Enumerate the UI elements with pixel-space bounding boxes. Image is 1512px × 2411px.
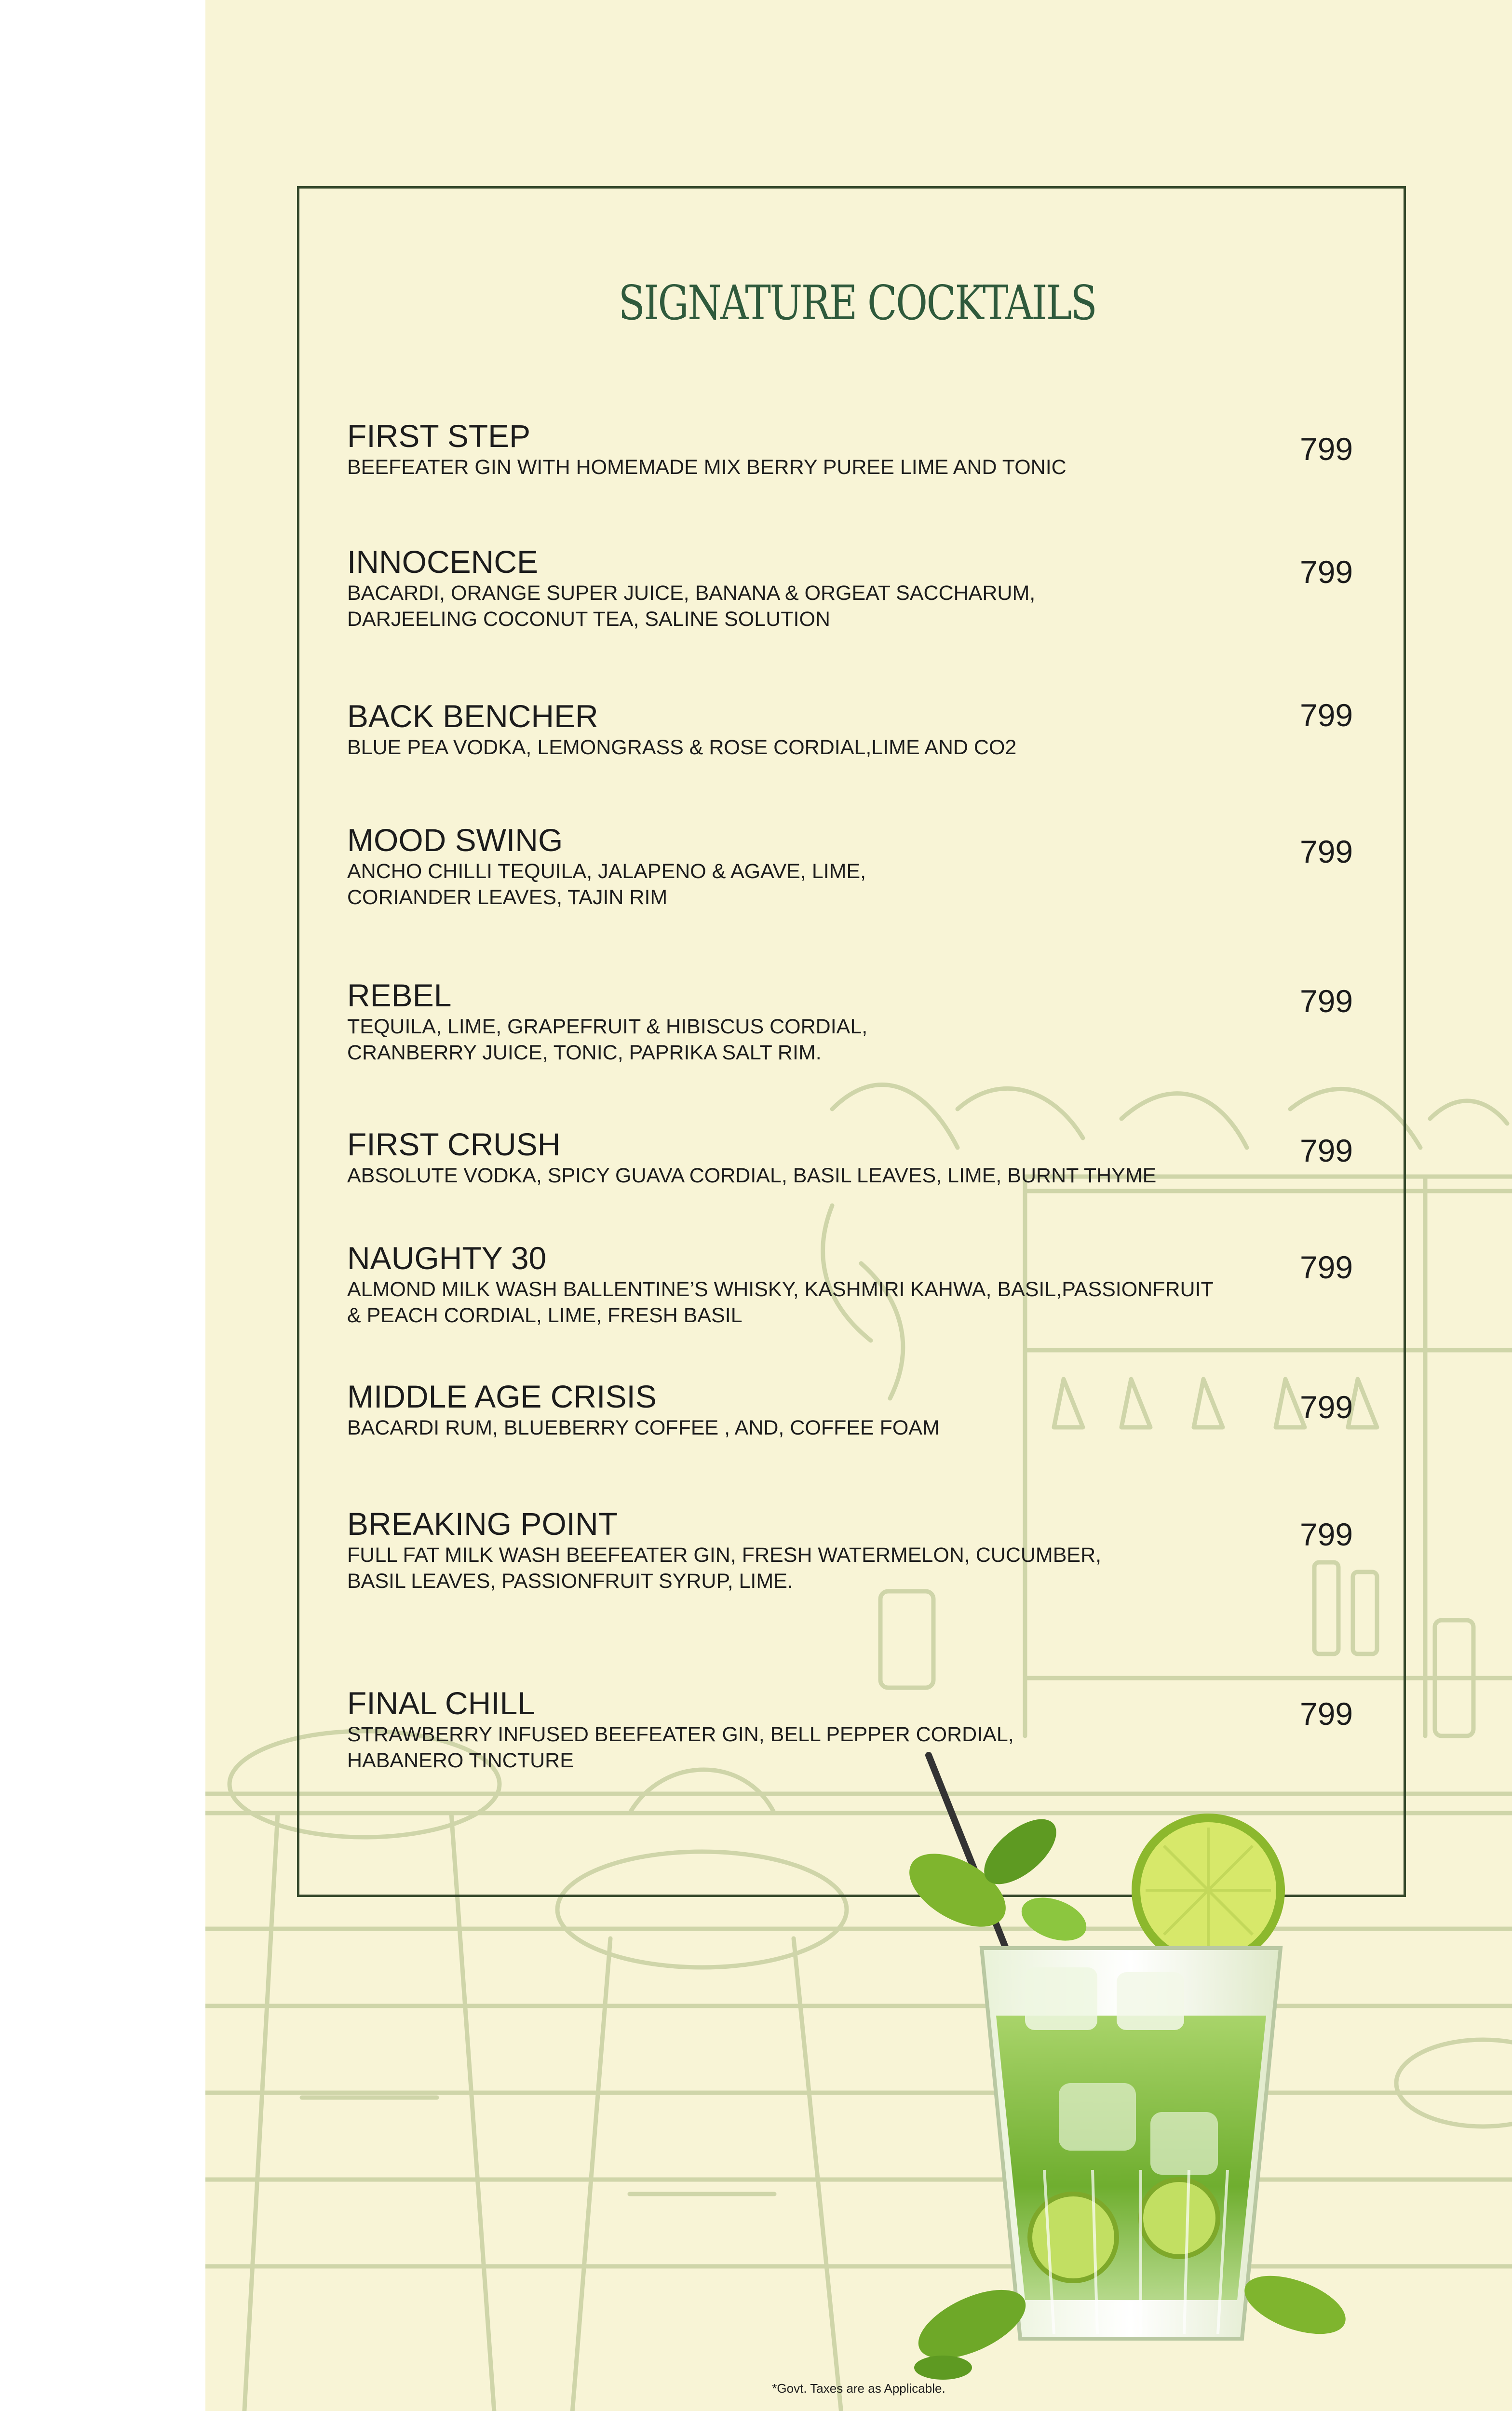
item-description <box>347 734 1408 760</box>
item-description <box>347 1163 1408 1189</box>
item-name: FINAL CHILL <box>347 1685 536 1721</box>
item-description-line: BACARDI RUM, BLUEBERRY COFFEE , AND, COFFEE FOAM <box>347 1416 940 1439</box>
item-name: REBEL <box>347 977 452 1013</box>
item-name: FIRST STEP <box>347 418 531 454</box>
item-price: 799 <box>1300 1696 1353 1732</box>
item-price: 799 <box>1300 983 1353 1019</box>
item-description-line: STRAWBERRY INFUSED BEEFEATER GIN, BELL PEPPER CORDIAL, <box>347 1723 1014 1746</box>
item-description-line: BEEFEATER GIN WITH HOMEMADE MIX BERRY PUREE LIME AND TONIC <box>347 456 1066 479</box>
item-name: BACK BENCHER <box>347 698 598 734</box>
menu-item <box>347 823 1408 910</box>
item-price: 799 <box>1300 431 1353 467</box>
item-description-line: BLUE PEA VODKA, LEMONGRASS & ROSE CORDIAL,LIME AND CO2 <box>347 736 1017 759</box>
item-description <box>347 1542 1408 1594</box>
menu-item <box>347 1506 1408 1594</box>
item-description-line: TEQUILA, LIME, GRAPEFRUIT & HIBISCUS CORDIAL, <box>347 1015 868 1038</box>
menu-title: SIGNATURE COCKTAILS <box>618 276 1096 331</box>
item-price: 799 <box>1300 1133 1353 1168</box>
item-name: FIRST CRUSH <box>347 1126 561 1162</box>
item-description <box>347 1415 1408 1441</box>
item-name: NAUGHTY 30 <box>347 1240 547 1276</box>
item-description <box>347 1014 1408 1066</box>
menu-item <box>347 978 1408 1066</box>
menu-item <box>347 544 1408 632</box>
item-name: INNOCENCE <box>347 544 539 580</box>
item-price: 799 <box>1300 834 1353 869</box>
item-description-line: BASIL LEAVES, PASSIONFRUIT SYRUP, LIME. <box>347 1570 793 1593</box>
item-description-line: HABANERO TINCTURE <box>347 1749 574 1772</box>
item-price: 799 <box>1300 1249 1353 1285</box>
item-description-line: CRANBERRY JUICE, TONIC, PAPRIKA SALT RIM. <box>347 1041 822 1064</box>
mojito-glass-illustration <box>900 1746 1353 2387</box>
item-name: MIDDLE AGE CRISIS <box>347 1379 657 1414</box>
item-description-line: BACARDI, ORANGE SUPER JUICE, BANANA & ORGEAT SACCHARUM, <box>347 582 1036 605</box>
item-description-line: FULL FAT MILK WASH BEEFEATER GIN, FRESH WATERMELON, CUCUMBER, <box>347 1544 1102 1567</box>
item-price: 799 <box>1300 554 1353 590</box>
item-description <box>347 1276 1408 1328</box>
menu-item <box>347 419 1408 480</box>
item-description-line: ABSOLUTE VODKA, SPICY GUAVA CORDIAL, BASIL LEAVES, LIME, BURNT THYME <box>347 1164 1157 1187</box>
item-description-line: ALMOND MILK WASH BALLENTINE’S WHISKY, KASHMIRI KAHWA, BASIL,PASSIONFRUIT <box>347 1278 1214 1301</box>
item-description <box>347 454 1408 480</box>
item-name: BREAKING POINT <box>347 1506 618 1542</box>
tax-note: *Govt. Taxes are as Applicable. <box>772 2381 945 2396</box>
menu-item <box>347 1241 1408 1328</box>
menu-page <box>205 0 1512 2411</box>
menu-item <box>347 1127 1408 1189</box>
item-price: 799 <box>1300 1517 1353 1552</box>
item-description-line: DARJEELING COCONUT TEA, SALINE SOLUTION <box>347 608 830 631</box>
item-description <box>347 580 1408 632</box>
item-description-line: ANCHO CHILLI TEQUILA, JALAPENO & AGAVE, LIME, <box>347 860 866 883</box>
item-price: 799 <box>1300 697 1353 733</box>
item-name: MOOD SWING <box>347 822 563 858</box>
item-description-line: CORIANDER LEAVES, TAJIN RIM <box>347 886 668 909</box>
item-description-line: & PEACH CORDIAL, LIME, FRESH BASIL <box>347 1304 742 1327</box>
menu-item <box>347 1379 1408 1441</box>
item-price: 799 <box>1300 1389 1353 1425</box>
menu-item <box>347 699 1408 760</box>
item-description <box>347 858 1408 910</box>
